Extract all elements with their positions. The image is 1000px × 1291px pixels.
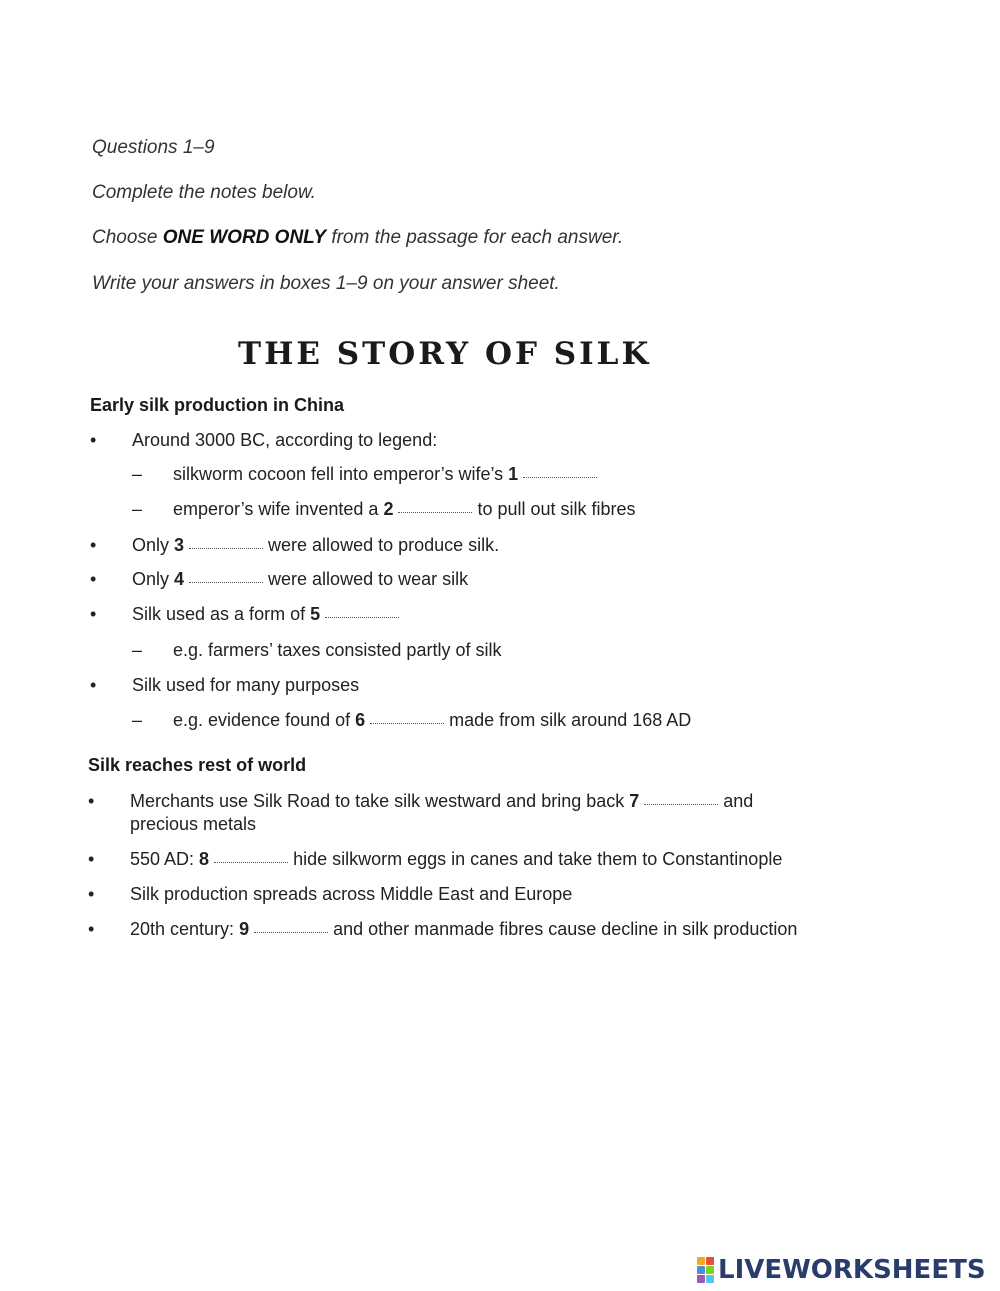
note-farmers-taxes: e.g. farmers’ taxes consisted partly of silk: [173, 640, 502, 660]
note-text: Only: [132, 535, 175, 555]
question-number-9: 9: [239, 919, 250, 939]
bullet-marker: •: [88, 919, 95, 939]
bullet-marker: •: [90, 569, 97, 589]
answer-blank-4[interactable]: [189, 580, 263, 583]
answer-blank-5[interactable]: [325, 615, 399, 618]
logo-text: LIVEWORKSHEETS: [718, 1255, 986, 1285]
note-text: Silk used as a form of: [132, 604, 311, 624]
section-heading-early-silk: Early silk production in China: [90, 395, 345, 415]
answer-blank-6[interactable]: [370, 721, 444, 724]
dash-marker: –: [132, 499, 143, 519]
note-text: silkworm cocoon fell into emperor’s wife’s: [173, 464, 509, 484]
choose-prefix: Choose: [92, 227, 163, 248]
note-20th-century-9: [130, 919, 797, 940]
bullet-marker: •: [90, 535, 97, 555]
bullet-marker: •: [90, 675, 97, 695]
choose-bold: ONE WORD ONLY: [162, 227, 327, 248]
choose-suffix: from the passage for each answer.: [326, 227, 624, 248]
page-title: THE STORY OF SILK: [238, 336, 652, 372]
question-number-4: 4: [174, 569, 185, 589]
bullet-marker: •: [88, 884, 95, 904]
question-number-6: 6: [355, 710, 366, 730]
note-text-after: hide silkworm eggs in canes and take them to Constantinople: [293, 849, 783, 869]
answer-blank-1[interactable]: [523, 475, 597, 478]
answer-blank-7[interactable]: [644, 802, 718, 805]
note-550ad-8: [130, 849, 782, 870]
note-text: Merchants use Silk Road to take silk westward and bring back: [130, 791, 630, 811]
note-around-3000bc: Around 3000 BC, according to legend:: [132, 430, 438, 450]
note-text-after: made from silk around 168 AD: [449, 710, 692, 730]
note-many-purposes: Silk used for many purposes: [132, 675, 360, 695]
note-text-after: to pull out silk fibres: [477, 499, 636, 519]
question-number-2: 2: [383, 499, 394, 519]
write-instruction: Write your answers in boxes 1–9 on your answer sheet.: [92, 273, 560, 294]
dash-marker: –: [132, 710, 143, 730]
question-number-3: 3: [174, 535, 185, 555]
question-number-8: 8: [199, 849, 210, 869]
section-heading-rest-of-world: Silk reaches rest of world: [88, 755, 307, 775]
note-form-of-5: [132, 604, 404, 625]
question-number-7: 7: [629, 791, 640, 811]
note-text-after: were allowed to wear silk: [268, 569, 469, 589]
note-text: 550 AD:: [130, 849, 200, 869]
note-only-3: [132, 535, 499, 556]
note-wife-invented: [173, 499, 636, 520]
note-text: emperor’s wife invented a: [173, 499, 384, 519]
logo-blocks-icon: [697, 1257, 714, 1283]
question-number-5: 5: [310, 604, 321, 624]
dash-marker: –: [132, 464, 143, 484]
note-merchants-line2: precious metals: [130, 814, 257, 834]
note-evidence-6: [173, 710, 691, 731]
bullet-marker: •: [88, 791, 95, 811]
dash-marker: –: [132, 640, 143, 660]
answer-blank-8[interactable]: [214, 860, 288, 863]
choose-instruction: [92, 227, 623, 249]
bullet-marker: •: [88, 849, 95, 869]
answer-blank-9[interactable]: [254, 930, 328, 933]
bullet-marker: •: [90, 604, 97, 624]
note-text-after: and other manmade fibres cause decline in silk production: [333, 919, 798, 939]
liveworksheets-logo: [697, 1255, 986, 1285]
bullet-marker: •: [90, 430, 97, 450]
note-cocoon-fell: [173, 464, 602, 485]
note-text-after: and: [723, 791, 754, 811]
question-number-1: 1: [508, 464, 519, 484]
answer-blank-2[interactable]: [398, 510, 472, 513]
questions-label: Questions 1–9: [92, 137, 215, 158]
note-text: 20th century:: [130, 919, 240, 939]
complete-instruction: Complete the notes below.: [92, 182, 316, 203]
note-text: e.g. evidence found of: [173, 710, 356, 730]
note-text-after: were allowed to produce silk.: [268, 535, 500, 555]
note-merchants-7: [130, 791, 753, 812]
note-only-4: [132, 569, 468, 590]
note-production-spreads: Silk production spreads across Middle East and Europe: [130, 884, 573, 904]
note-text: Only: [132, 569, 175, 589]
answer-blank-3[interactable]: [189, 546, 263, 549]
